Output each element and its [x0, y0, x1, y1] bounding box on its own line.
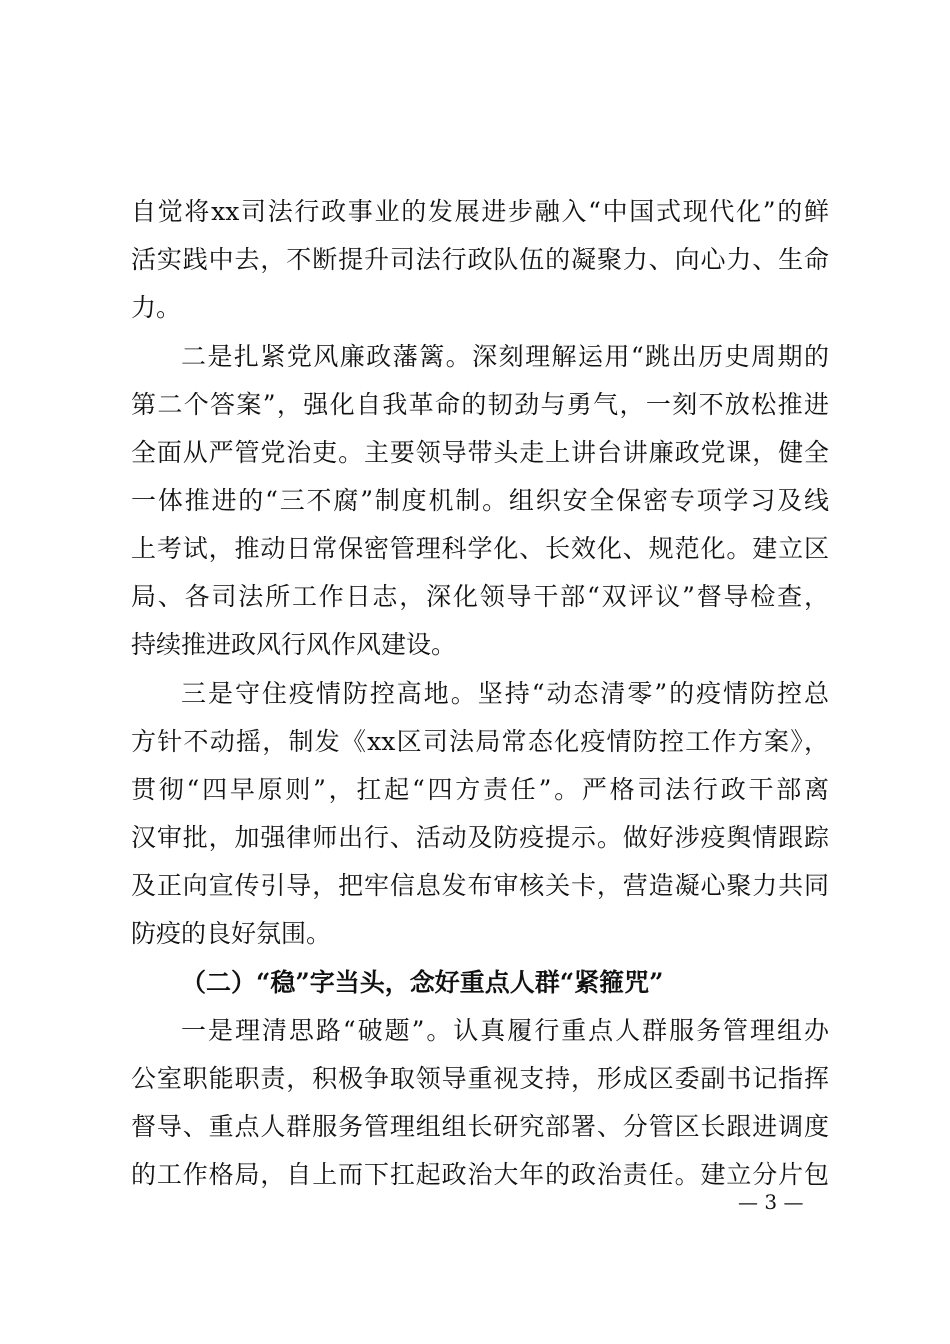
text-line: 持续推进政风行风作风建设。	[131, 630, 457, 659]
text-line: 贯彻“四早原则”，扛起“四方责任”。严格司法行政干部离	[131, 775, 829, 804]
paragraph-first-line: 二是扎紧党风廉政藩篱。深刻理解运用“跳出历史周期的	[181, 342, 829, 371]
text-line: 防疫的良好氛围。	[131, 919, 332, 948]
paragraph-first-line: 一是理清思路“破题”。认真履行重点人群服务管理组办	[181, 1016, 829, 1045]
page-number: — 3 —	[738, 1190, 804, 1214]
text-line: 自觉将xx司法行政事业的发展进步融入“中国式现代化”的鲜	[131, 197, 829, 226]
text-line: 第二个答案”，强化自我革命的韧劲与勇气，一刻不放松推进	[131, 390, 829, 419]
text-line: 及正向宣传引导，把牢信息发布审核关卡，营造凝心聚力共同	[131, 871, 829, 900]
text-line: 活实践中去，不断提升司法行政队伍的凝聚力、向心力、生命	[131, 245, 829, 274]
text-line: 力。	[131, 293, 182, 322]
text-line: 方针不动摇，制发《xx区司法局常态化疫情防控工作方案》，	[131, 727, 829, 756]
text-line: 上考试，推动日常保密管理科学化、长效化、规范化。建立区	[131, 534, 829, 563]
text-line: 全面从严管党治吏。主要领导带头走上讲台讲廉政党课，健全	[131, 438, 829, 467]
section-heading: （二）“稳”字当头，念好重点人群“紧箍咒”	[181, 968, 664, 997]
text-line: 一体推进的“三不腐”制度机制。组织安全保密专项学习及线	[131, 486, 829, 515]
paragraph-first-line: 三是守住疫情防控高地。坚持“动态清零”的疫情防控总	[181, 679, 829, 708]
text-line: 局、各司法所工作日志，深化领导干部“双评议”督导检查，	[131, 582, 829, 611]
text-line: 汉审批，加强律师出行、活动及防疫提示。做好涉疫舆情跟踪	[131, 823, 829, 852]
text-line: 督导、重点人群服务管理组组长研究部署、分管区长跟进调度	[131, 1112, 829, 1141]
text-line: 的工作格局，自上而下扛起政治大年的政治责任。建立分片包	[131, 1160, 829, 1189]
text-line: 公室职能职责，积极争取领导重视支持，形成区委副书记指挥	[131, 1064, 829, 1093]
